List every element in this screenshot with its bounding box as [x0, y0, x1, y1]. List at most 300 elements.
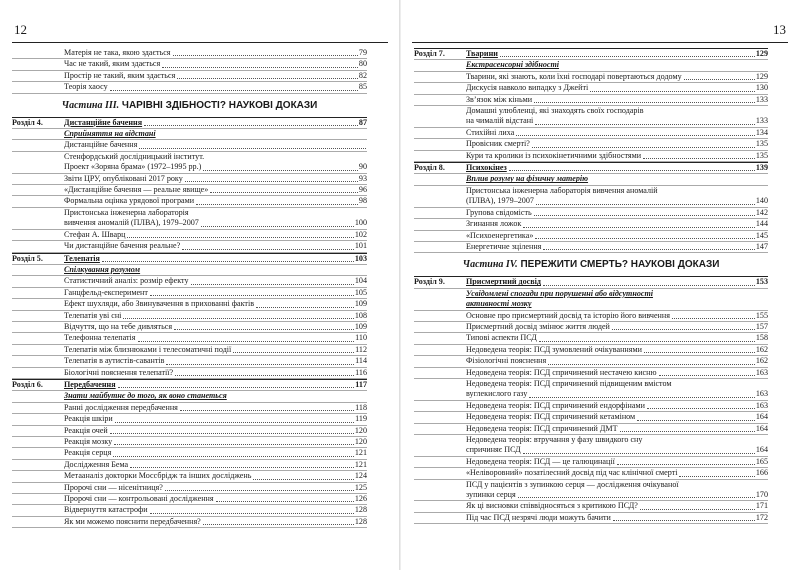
entry-line2: [64, 162, 359, 172]
subtitle-wrap: [466, 60, 768, 70]
toc-entry: [414, 322, 768, 333]
dot-leader: [532, 147, 755, 148]
entry-page: 166: [755, 468, 768, 478]
toc-entry: [12, 152, 367, 174]
entry-text-wrap: [64, 276, 355, 286]
toc-entry: [414, 379, 768, 401]
entry-text-wrap: [466, 208, 756, 218]
entry-text-wrap: [466, 412, 756, 422]
entry-text-line1: ПСД у пацієнтів з зупинкою серця — дослідження очікуваної: [466, 479, 679, 489]
section-title-wrap: [64, 118, 359, 128]
section-label: Розділ 7.: [414, 49, 445, 58]
right-page: [400, 0, 800, 570]
entry-text: Стефан А. Шварц: [64, 229, 126, 239]
entry-page: 105: [354, 287, 367, 297]
toc-entry: [414, 513, 768, 524]
part-label: Частина IV.: [462, 259, 518, 271]
entry-text: Недоведена теорія: ПСД спричинений кетаміном: [466, 412, 636, 422]
dot-leader: [640, 509, 755, 510]
dot-leader: [113, 456, 354, 457]
dot-leader: [201, 226, 354, 227]
entry-page: 157: [755, 321, 768, 331]
dot-leader: [110, 90, 358, 91]
entry-page: 112: [355, 344, 367, 354]
entry-text-wrap: [466, 322, 756, 332]
entry-page: 171: [755, 501, 768, 511]
entry-text-wrap: [64, 196, 359, 206]
toc-entry: [12, 322, 367, 333]
dot-leader: [637, 420, 755, 421]
toc-subtitle: [12, 391, 367, 402]
subtitle-wrap: [466, 289, 768, 310]
entry-text-wrap: [64, 333, 355, 343]
entry-text: Основне про присмертний досвід та історію його вивчення: [466, 310, 670, 320]
header-rule: [12, 42, 388, 43]
section-label: Розділ 4.: [12, 117, 43, 127]
entry-text-wrap: [466, 83, 756, 93]
entry-page: 155: [755, 310, 768, 320]
subtitle-text-line1: Усвідомлені спогади при порушенні або відсутності: [466, 288, 654, 298]
entry-text-line2: на чималій відстані: [466, 116, 534, 126]
entry-line2: [466, 389, 756, 399]
entry-text: Відчуття, що на тебе дивляться: [64, 321, 173, 331]
entry-text-wrap: [466, 72, 756, 82]
toc-entry: [12, 196, 367, 207]
dot-leader: [203, 524, 354, 525]
entry-text-wrap: [466, 231, 756, 241]
entry-text: Зв’язок між кіньми: [466, 94, 533, 104]
page-number: 12: [14, 22, 27, 37]
dot-leader: [536, 204, 755, 205]
entry-text: Кури та кролики із психокінетичними здібностями: [466, 150, 642, 160]
entry-text-wrap: [466, 480, 756, 501]
entry-text: Дискусія навколо випадку з Джейті: [466, 83, 589, 93]
dot-leader: [548, 364, 755, 365]
entry-text-wrap: [64, 414, 355, 424]
toc-entry: [12, 448, 367, 459]
section-page: 153: [755, 277, 768, 287]
entry-page: 90: [358, 162, 367, 172]
section-title-wrap: [64, 380, 355, 390]
dot-leader: [535, 238, 754, 239]
toc-entry: [414, 139, 768, 150]
entry-text-wrap: [466, 356, 756, 366]
entry-line2: [466, 445, 756, 455]
subtitle-text: Екстрасенсорні здібності: [466, 60, 560, 70]
entry-text: Пророчі сни — контрольовані дослідження: [64, 494, 214, 504]
entry-page: 80: [358, 59, 367, 69]
dot-leader: [150, 295, 354, 296]
entry-text: Реакція очей: [64, 425, 108, 435]
dot-leader: [127, 237, 353, 238]
toc-entry: [414, 128, 768, 139]
toc-entry: [12, 59, 367, 70]
entry-page: 114: [355, 356, 367, 366]
toc-section: [414, 276, 768, 288]
entry-text: «Психоенергетика»: [466, 230, 534, 240]
entry-page: 98: [358, 196, 367, 206]
section-title: Тварини: [466, 49, 498, 58]
entry-text-line2: (ПЛВА), 1979–2007: [466, 196, 534, 206]
dot-leader: [203, 170, 358, 171]
toc-subtitle: [12, 265, 367, 276]
dot-leader: [679, 476, 754, 477]
entry-page: 102: [354, 229, 367, 239]
entry-text: Відвернуття катастрофи: [64, 505, 148, 515]
entry-page: 126: [354, 494, 367, 504]
entry-text: Недоведена теорія: ПСД спричинений ендорфінами: [466, 400, 645, 410]
entry-page: 158: [755, 333, 768, 343]
entry-text-wrap: [466, 435, 756, 456]
entry-page: 145: [755, 230, 768, 240]
dot-leader: [114, 444, 354, 445]
part-heading: [414, 259, 768, 271]
toc-subtitle: [414, 289, 768, 311]
entry-page: 135: [755, 150, 768, 160]
entry-text-line2: Проект «Зоряна брама» (1972–1995 рр.): [64, 162, 202, 172]
dot-leader: [617, 464, 755, 465]
dot-leader: [180, 410, 354, 411]
dot-leader: [138, 341, 355, 342]
section-title-wrap: [466, 163, 756, 173]
header-rule: [412, 42, 788, 43]
toc-entry: [12, 82, 367, 93]
entry-text-wrap: [466, 401, 756, 411]
entry-text: Телепатія в аутистів-савантів: [64, 356, 165, 366]
entry-text-wrap: [64, 426, 355, 436]
entry-page: 108: [354, 310, 367, 320]
dot-leader: [150, 513, 354, 514]
entry-text: Тварини, які знають, коли їхні господарі повертаються додому: [466, 71, 682, 81]
toc-entry: [414, 424, 768, 435]
toc-entry: [12, 174, 367, 185]
entry-text: Згинання ложок: [466, 219, 522, 229]
toc-section: [12, 117, 367, 129]
entry-page: 121: [354, 448, 367, 458]
entry-page: 120: [354, 437, 367, 446]
entry-text-wrap: [466, 242, 756, 252]
section-label: Розділ 6.: [12, 379, 43, 389]
entry-text-wrap: [64, 356, 355, 366]
dot-leader: [233, 352, 354, 353]
toc-entry: [12, 345, 367, 356]
dot-leader: [535, 124, 755, 125]
entry-page: 128: [354, 505, 367, 515]
toc-entry: [414, 468, 768, 479]
toc-entry: [12, 241, 367, 252]
toc-entry: [12, 299, 367, 310]
dot-leader: [643, 158, 755, 159]
entry-text-wrap: [64, 437, 355, 447]
entry-text-wrap: [466, 501, 756, 511]
toc-list: [414, 48, 768, 524]
entry-page: 116: [355, 367, 367, 377]
dot-leader: [130, 467, 354, 468]
part-title: ПЕРЕЖИТИ СМЕРТЬ? НАУКОВІ ДОКАЗИ: [520, 259, 720, 271]
toc-entry: [414, 480, 768, 502]
entry-page: 101: [354, 241, 367, 251]
entry-line2: [466, 196, 756, 206]
toc-entry: [12, 426, 367, 437]
entry-text-wrap: [466, 186, 756, 207]
entry-text-wrap: [64, 483, 355, 493]
toc-section: [414, 48, 768, 60]
part-heading: [12, 100, 367, 112]
entry-text-line2: зупинки серця: [466, 490, 516, 500]
entry-page: 130: [755, 83, 768, 93]
entry-text-wrap: [64, 505, 355, 515]
dot-leader: [543, 249, 754, 250]
entry-text: Ефект шухляди, або Звинувачення в прихованні фактів: [64, 299, 255, 309]
entry-text-wrap: [466, 139, 756, 149]
dot-leader: [182, 249, 354, 250]
entry-text-wrap: [64, 230, 355, 240]
entry-text-wrap: [64, 185, 359, 195]
entry-text: Метааналіз докторки Моссбрідж та інших досліджень: [64, 471, 252, 481]
entry-text: Реакція шкіри: [64, 414, 113, 424]
entry-page: 164: [755, 412, 768, 422]
entry-page: 163: [755, 400, 768, 410]
entry-text-wrap: [64, 494, 355, 504]
dot-leader: [500, 56, 755, 57]
entry-text-wrap: [64, 517, 355, 527]
entry-text-line1: Пристонська інженерна лабораторія: [64, 207, 189, 217]
dot-leader: [216, 501, 354, 502]
dot-leader: [191, 284, 354, 285]
entry-text-wrap: [64, 448, 355, 458]
entry-page: 162: [755, 344, 768, 354]
toc-entry: [414, 412, 768, 423]
entry-page: 144: [755, 219, 768, 229]
entry-text: Звіти ЦРУ, опубліковані 2017 року: [64, 173, 183, 183]
entry-text: Ранні дослідження передбачення: [64, 402, 178, 412]
section-title-wrap: [64, 254, 355, 264]
entry-text: Чи дистанційне бачення реальне?: [64, 241, 181, 251]
section-page: 129: [755, 49, 768, 58]
entry-page: 109: [354, 321, 367, 331]
dot-leader: [173, 55, 358, 56]
dot-leader: [523, 227, 755, 228]
subtitle-wrap: [64, 265, 367, 275]
entry-page: 118: [355, 402, 367, 412]
section-title: Телепатія: [64, 253, 100, 263]
part-title: ЧАРІВНІ ЗДІБНОСТІ? НАУКОВІ ДОКАЗИ: [121, 99, 318, 111]
toc-subtitle: [414, 60, 768, 71]
entry-text-wrap: [466, 468, 756, 478]
toc-entry: [414, 242, 768, 253]
section-title: Психокінез: [466, 163, 507, 173]
entry-text-wrap: [64, 288, 355, 298]
entry-text: Недоведена теорія: ПСД зумовлений очікуваннями: [466, 344, 642, 354]
entry-page: 164: [755, 423, 768, 433]
toc-entry: [414, 457, 768, 468]
entry-text: Як ми можемо пояснити передбачення?: [64, 516, 201, 526]
entry-text-line1: Домашні улюбленці, які знаходять своїх господарів: [466, 106, 644, 116]
entry-text: Формальна оцінка урядової програми: [64, 196, 195, 206]
entry-page: 110: [355, 333, 367, 343]
entry-text: Простір не такий, яким здається: [64, 70, 176, 80]
entry-page: 163: [755, 367, 768, 377]
toc-entry: [12, 403, 367, 414]
dot-leader: [139, 148, 366, 149]
dot-leader: [590, 91, 755, 92]
toc-entry: [12, 483, 367, 494]
entry-text: Групова свідомість: [466, 207, 532, 217]
dot-leader: [518, 497, 755, 498]
toc-section: [12, 379, 367, 391]
entry-text: Телепатія уві сні: [64, 310, 122, 320]
part-label: Частина III.: [61, 99, 120, 111]
toc-entry: [12, 185, 367, 196]
entry-page: 162: [755, 356, 768, 366]
dot-leader: [659, 375, 755, 376]
dot-leader: [534, 102, 755, 103]
entry-text-wrap: [64, 403, 355, 413]
toc-entry: [12, 356, 367, 367]
toc-entry: [12, 311, 367, 322]
entry-text: Телефонна телепатія: [64, 333, 136, 343]
toc-entry: [414, 368, 768, 379]
dot-leader: [174, 329, 354, 330]
entry-page: 85: [358, 82, 367, 92]
entry-text: «Дистанційне бачення — реальне явище»: [64, 185, 209, 195]
section-label: Розділ 8.: [414, 163, 445, 173]
entry-page: 147: [755, 241, 768, 251]
entry-text-line1: Недоведена теорія: втручання у фазу швидкого сну: [466, 435, 643, 444]
entry-text-wrap: [64, 208, 355, 229]
entry-text-wrap: [64, 311, 355, 321]
dot-leader: [210, 192, 358, 193]
section-page: 117: [355, 379, 367, 389]
dot-leader: [175, 375, 354, 376]
toc-entry: [12, 71, 367, 82]
dot-leader: [612, 329, 755, 330]
entry-page: 134: [755, 127, 768, 137]
entry-page: 82: [358, 70, 367, 80]
dot-leader: [196, 204, 358, 205]
entry-text: Дистанційне бачення: [64, 140, 138, 150]
entry-page: 124: [354, 471, 367, 481]
dot-leader: [516, 135, 755, 136]
section-page: 87: [358, 117, 367, 127]
toc-subtitle: [12, 129, 367, 140]
entry-text-wrap: [466, 128, 756, 138]
entry-text-wrap: [466, 513, 756, 523]
entry-page: 79: [358, 48, 367, 57]
entry-text-line2: вивчення аномалій (ПЛВА), 1979–2007: [64, 218, 199, 228]
entry-page: 104: [354, 276, 367, 286]
toc-entry: [414, 435, 768, 457]
toc-entry: [414, 72, 768, 83]
entry-page: 119: [355, 414, 367, 424]
toc-entry: [12, 276, 367, 287]
entry-text: Час не такий, яким здається: [64, 59, 161, 69]
toc-entry: [12, 288, 367, 299]
toc-entry: [12, 437, 367, 448]
entry-text: Реакція серця: [64, 448, 112, 458]
entry-page: 93: [358, 173, 367, 183]
entry-page: 140: [755, 196, 768, 206]
entry-page: 133: [755, 116, 768, 126]
toc-entry: [414, 151, 768, 162]
entry-page: 135: [755, 139, 768, 149]
subtitle-wrap: [64, 391, 367, 401]
entry-page: 121: [354, 459, 367, 469]
entry-text: Типові аспекти ПСД: [466, 333, 537, 343]
dot-leader: [177, 78, 358, 79]
toc-entry: [414, 208, 768, 219]
toc-entry: [414, 186, 768, 208]
dot-leader: [684, 79, 755, 80]
entry-line2: [466, 490, 756, 500]
subtitle-text-line2: активності мозку: [466, 299, 532, 309]
entry-text-wrap: [64, 71, 359, 81]
entry-page: 172: [755, 512, 768, 522]
entry-text-wrap: [64, 345, 355, 355]
subtitle-wrap: [466, 174, 768, 184]
entry-page: 133: [755, 94, 768, 104]
entry-text: Матерія не така, якою здається: [64, 48, 171, 57]
entry-text: Статистичний аналіз: розмір ефекту: [64, 276, 189, 286]
section-title-wrap: [466, 49, 756, 59]
toc-entry: [12, 48, 367, 59]
entry-text: Реакція мозку: [64, 437, 113, 446]
entry-text: Стихійні лиха: [466, 127, 515, 137]
entry-text-wrap: [64, 460, 355, 470]
entry-page: 125: [354, 482, 367, 492]
dot-leader: [647, 408, 755, 409]
entry-page: 170: [755, 490, 768, 500]
entry-text: Теорія хаосу: [64, 82, 108, 92]
entry-text-wrap: [64, 368, 355, 378]
entry-text-wrap: [466, 345, 756, 355]
dot-leader: [118, 387, 355, 388]
section-page: 103: [354, 253, 367, 263]
entry-text: Як ці висновки співвідносяться з критикою ПСД?: [466, 501, 638, 511]
entry-text: Енергетичне зцілення: [466, 241, 542, 251]
entry-page: 129: [755, 71, 768, 81]
toc-entry: [414, 106, 768, 128]
dot-leader: [165, 490, 354, 491]
entry-page: 142: [755, 207, 768, 217]
entry-text-line1: Стенфордський дослідницький інститут.: [64, 151, 205, 161]
entry-text-wrap: [64, 471, 355, 481]
entry-text: Присмертний досвід змінює життя людей: [466, 321, 610, 331]
entry-text-line2: спричиняє ПСД: [466, 445, 521, 455]
entry-text-line1: Недоведена теорія: ПСД спричинений підвищеним вмістом: [466, 378, 672, 388]
entry-text: Недоведена теорія: ПСД спричинений нестачею кисню: [466, 367, 657, 377]
entry-page: 100: [354, 218, 367, 228]
subtitle-text: Знати майбутнє до того, як воно станеться: [64, 391, 227, 401]
dot-leader: [166, 364, 354, 365]
entry-text: Пророчі сни — нісенітниця?: [64, 482, 163, 492]
section-title: Дистанційне бачення: [64, 117, 143, 127]
subtitle-wrap: [64, 129, 367, 139]
dot-leader: [509, 170, 755, 171]
entry-text-wrap: [64, 59, 359, 69]
dot-leader: [110, 433, 354, 434]
toc-entry: [12, 517, 367, 528]
dot-leader: [162, 67, 358, 68]
entry-text: Недоведена теорія: ПСД спричинений ДМТ: [466, 423, 618, 433]
dot-leader: [543, 285, 755, 286]
toc-entry: [414, 95, 768, 106]
entry-text: Телепатія між близнюками і телесоматичні події: [64, 344, 232, 354]
entry-text-wrap: [64, 152, 359, 173]
entry-text-wrap: [64, 140, 367, 150]
toc-entry: [12, 414, 367, 425]
entry-line2: [64, 218, 355, 228]
